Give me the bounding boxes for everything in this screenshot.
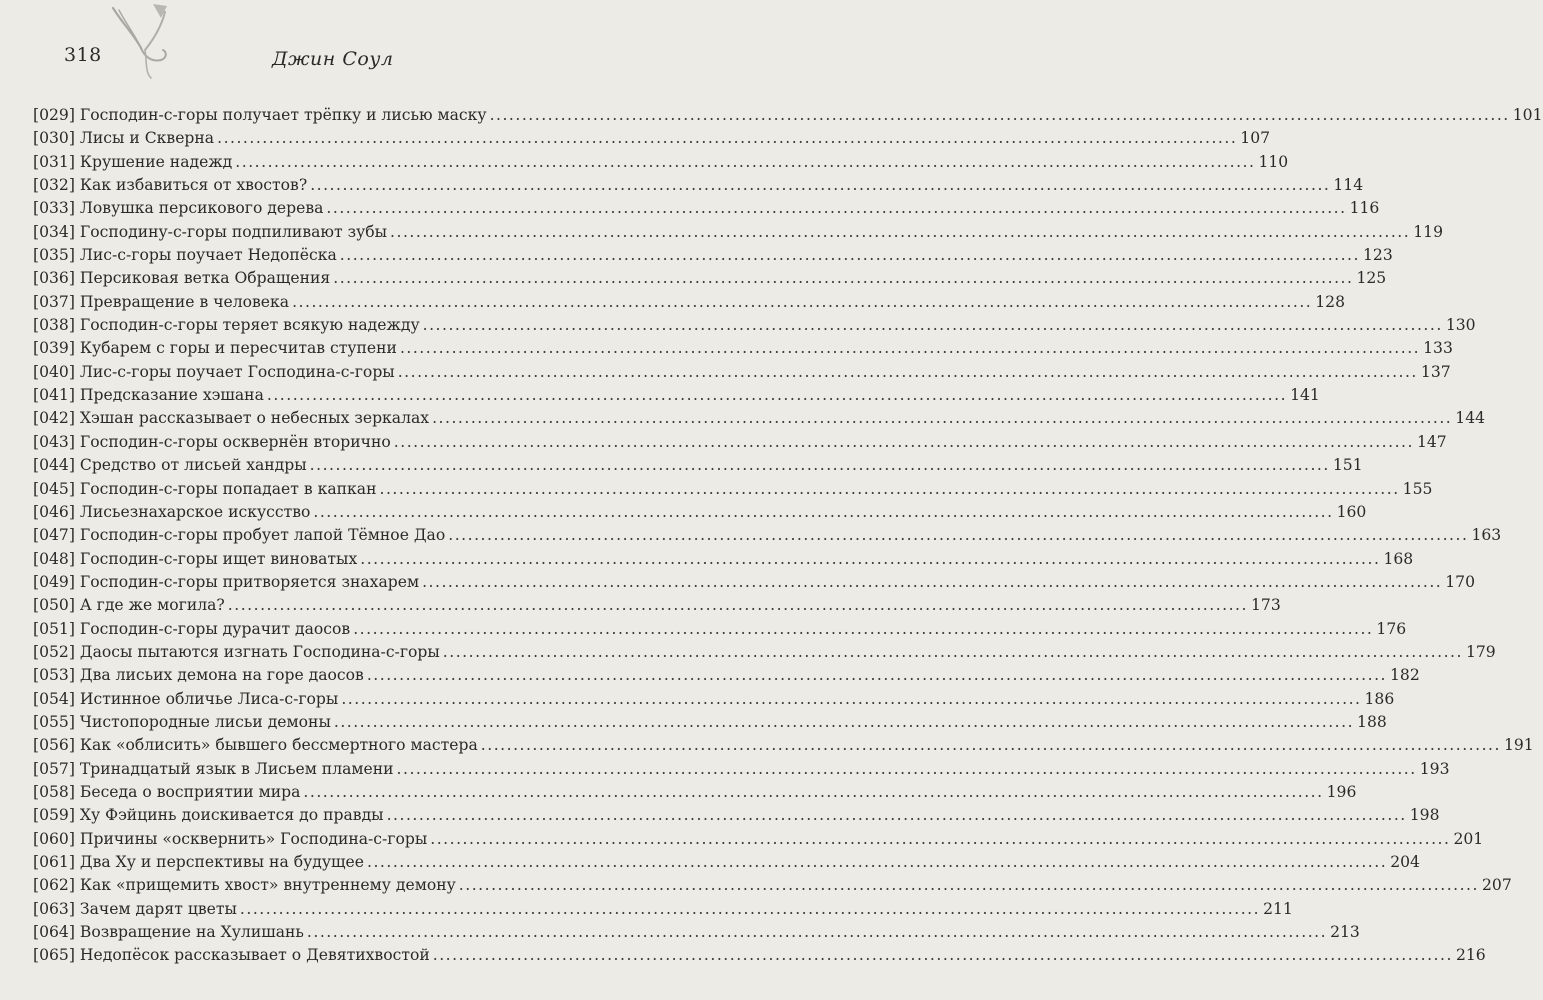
toc-entry (33, 454, 1363, 477)
toc-entry-page: 176 (1376, 619, 1407, 638)
toc-entry (33, 267, 1387, 290)
toc-entry (33, 688, 1395, 711)
page-header (0, 0, 605, 95)
toc-leader-dots (459, 874, 1479, 897)
toc-entry (33, 711, 1387, 734)
toc-leader-dots (240, 898, 1260, 921)
toc-entry (33, 291, 1346, 314)
toc-entry (33, 944, 1486, 967)
toc-entry (33, 664, 1420, 687)
toc-entry-page: 114 (1333, 176, 1364, 195)
toc-leader-dots (433, 944, 1453, 967)
toc-leader-dots (400, 337, 1420, 360)
toc-entry-title: [049] Господин-с-горы притворяется знахарем (33, 572, 420, 591)
toc-entry (33, 244, 1393, 267)
toc-entry-title: [055] Чистопородные лисьи демоны (33, 712, 331, 731)
toc-entry-title: [035] Лис-с-горы поучает Недопёска (33, 246, 337, 265)
toc-entry-title: [060] Причины «осквернить» Господина-с-горы (33, 829, 428, 848)
fox-ornament-icon (105, 2, 175, 82)
toc-entry-page: 101 (1512, 106, 1543, 124)
toc-leader-dots (341, 688, 1361, 711)
toc-entry (33, 174, 1364, 197)
toc-entry-page: 188 (1357, 712, 1387, 731)
toc-entry-title: [059] Ху Фэйцинь доискивается до правды (33, 806, 384, 825)
toc-entry (33, 197, 1380, 220)
toc-leader-dots (422, 571, 1442, 594)
toc-leader-dots (397, 758, 1417, 781)
toc-entry-page: 133 (1423, 339, 1453, 358)
toc-entry-title: [041] Предсказание хэшана (33, 386, 264, 405)
toc-leader-dots (326, 197, 1346, 220)
toc-entry-page: 144 (1455, 409, 1486, 428)
toc-entry (33, 127, 1271, 150)
toc-leader-dots (313, 501, 1333, 524)
toc-entry-page: 119 (1413, 222, 1443, 241)
toc-entry (33, 407, 1486, 430)
toc-leader-dots (228, 594, 1248, 617)
toc-entry-title: [053] Два лисьих демона на горе даосов (33, 666, 364, 685)
toc-leader-dots (367, 851, 1387, 874)
toc-leader-dots (398, 361, 1418, 384)
toc-entry-page: 191 (1503, 736, 1534, 755)
toc-entry-page: 186 (1364, 689, 1395, 708)
toc-entry (33, 851, 1420, 874)
toc-entry (33, 501, 1367, 524)
toc-leader-dots (490, 104, 1510, 127)
running-head: Джин Соул (272, 48, 394, 70)
toc-leader-dots (353, 618, 1373, 641)
toc-entry (33, 151, 1289, 174)
toc-entry (33, 384, 1320, 407)
toc-leader-dots (360, 548, 1380, 571)
toc-entry-title: [030] Лисы и Скверна (33, 129, 215, 148)
toc-entry-page: 201 (1453, 829, 1484, 848)
toc-entry (33, 221, 1443, 244)
toc-entry-page: 198 (1409, 806, 1440, 825)
toc-entry-title: [031] Крушение надежд (33, 152, 233, 171)
toc-entry-title: [045] Господин-с-горы попадает в капкан (33, 479, 377, 498)
toc-entry-page: 147 (1416, 432, 1447, 451)
toc-entry-page: 182 (1390, 666, 1420, 685)
toc-entry-title: [062] Как «прищемить хвост» внутреннему демону (33, 876, 456, 895)
toc-entry-title: [051] Господин-с-горы дурачит даосов (33, 619, 351, 638)
toc-entry (33, 874, 1512, 897)
toc-entry-page: 107 (1240, 129, 1271, 148)
toc-entry-page: 155 (1402, 479, 1433, 498)
toc-entry-title: [029] Господин-с-горы получает трёпку и лисью маску (33, 106, 487, 124)
toc-entry-title: [040] Лис-с-горы поучает Господина-с-горы (33, 362, 395, 381)
toc-entry-title: [063] Зачем дарят цветы (33, 899, 237, 918)
toc-entry (33, 361, 1451, 384)
toc-entry-page: 163 (1471, 526, 1502, 545)
toc-entry-title: [039] Кубарем с горы и пересчитав ступени (33, 339, 397, 358)
toc-entry (33, 478, 1433, 501)
toc-leader-dots (267, 384, 1287, 407)
toc-entry-page: 173 (1250, 596, 1281, 615)
toc-entry-title: [036] Персиковая ветка Обращения (33, 269, 331, 288)
toc-entry (33, 104, 1543, 127)
toc-entry-page: 193 (1419, 759, 1450, 778)
toc-leader-dots (423, 314, 1443, 337)
toc-leader-dots (432, 407, 1452, 430)
toc-entry-title: [033] Ловушка персикового дерева (33, 199, 324, 218)
toc-entry-title: [061] Два Ху и перспективы на будущее (33, 853, 364, 871)
toc-entry (33, 921, 1360, 944)
toc-entry (33, 804, 1440, 827)
toc-entry-page: 125 (1356, 269, 1387, 288)
toc-leader-dots (310, 454, 1330, 477)
toc-leader-dots (379, 478, 1399, 501)
toc-leader-dots (448, 524, 1468, 547)
toc-entry (33, 548, 1414, 571)
toc-leader-dots (303, 781, 1323, 804)
toc-leader-dots (217, 127, 1237, 150)
toc-entry-page: 160 (1336, 502, 1367, 521)
toc-leader-dots (394, 431, 1414, 454)
toc-entry-title: [044] Средство от лисьей хандры (33, 456, 307, 475)
toc-entry-title: [034] Господину-с-горы подпиливают зубы (33, 222, 388, 241)
toc-entry-title: [038] Господин-с-горы теряет всякую надежду (33, 316, 420, 335)
toc-entry-page: 151 (1332, 456, 1363, 475)
toc-entry-page: 179 (1465, 642, 1496, 661)
page-number: 318 (64, 44, 102, 66)
toc-entry-page: 123 (1362, 246, 1393, 265)
toc-leader-dots (292, 291, 1312, 314)
toc-entry (33, 431, 1447, 454)
toc-entry-title: [057] Тринадцатый язык в Лисьем пламени (33, 759, 394, 778)
toc-entry-page: 211 (1263, 899, 1293, 918)
toc-entry-page: 170 (1445, 572, 1476, 591)
toc-entry-title: [056] Как «облисить» бывшего бессмертного мастера (33, 736, 478, 755)
toc-entry-page: 196 (1326, 782, 1357, 801)
toc-entry-title: [047] Господин-с-горы пробует лапой Тёмное Дао (33, 526, 446, 545)
toc-leader-dots (334, 711, 1354, 734)
toc-entry (33, 734, 1534, 757)
toc-leader-dots (235, 151, 1255, 174)
toc-entry-title: [058] Беседа о восприятии мира (33, 782, 301, 801)
toc-entry-title: [048] Господин-с-горы ищет виноватых (33, 549, 358, 568)
toc-leader-dots (443, 641, 1463, 664)
toc-entry-page: 110 (1258, 152, 1289, 171)
toc-entry-title: [052] Даосы пытаются изгнать Господина-с-горы (33, 642, 440, 661)
toc-entry-page: 130 (1445, 316, 1476, 335)
toc-entry-page: 213 (1330, 923, 1360, 942)
toc-leader-dots (307, 921, 1327, 944)
toc-entry-title: [042] Хэшан рассказывает о небесных зеркалах (33, 409, 430, 428)
toc-leader-dots (340, 244, 1360, 267)
toc-leader-dots (367, 664, 1387, 687)
toc-entry (33, 758, 1450, 781)
toc-leader-dots (430, 828, 1450, 851)
toc-entry-title: [043] Господин-с-горы осквернён вторично (33, 432, 391, 451)
toc-entry (33, 781, 1357, 804)
toc-entry-title: [050] А где же могила? (33, 596, 225, 615)
toc-entry-title: [054] Истинное обличье Лиса-с-горы (33, 689, 339, 708)
toc-leader-dots (333, 267, 1353, 290)
toc-entry-title: [064] Возвращение на Хулишань (33, 923, 304, 942)
toc-entry (33, 594, 1281, 617)
toc-entry (33, 618, 1407, 641)
table-of-contents (33, 104, 1543, 968)
toc-entry-page: 116 (1349, 199, 1380, 218)
toc-entry (33, 641, 1496, 664)
toc-entry-title: [037] Превращение в человека (33, 292, 290, 311)
toc-entry-page: 204 (1390, 853, 1420, 871)
toc-entry (33, 571, 1476, 594)
toc-leader-dots (387, 804, 1407, 827)
toc-entry-title: [065] Недопёсок рассказывает о Девятихвостой (33, 946, 430, 965)
toc-entry (33, 524, 1502, 547)
toc-leader-dots (390, 221, 1410, 244)
toc-entry-title: [032] Как избавиться от хвостов? (33, 176, 308, 195)
toc-entry-page: 141 (1290, 386, 1320, 405)
toc-entry (33, 314, 1476, 337)
toc-entry (33, 828, 1484, 851)
toc-entry-page: 137 (1420, 362, 1451, 381)
toc-entry-page: 216 (1455, 946, 1486, 965)
toc-entry-title: [046] Лисьезнахарское искусство (33, 502, 311, 521)
toc-entry-page: 168 (1383, 549, 1414, 568)
toc-entry-page: 128 (1315, 292, 1346, 311)
toc-entry-page: 207 (1481, 876, 1512, 895)
toc-leader-dots (481, 734, 1501, 757)
toc-entry (33, 898, 1293, 921)
toc-entry (33, 337, 1453, 360)
toc-leader-dots (310, 174, 1330, 197)
